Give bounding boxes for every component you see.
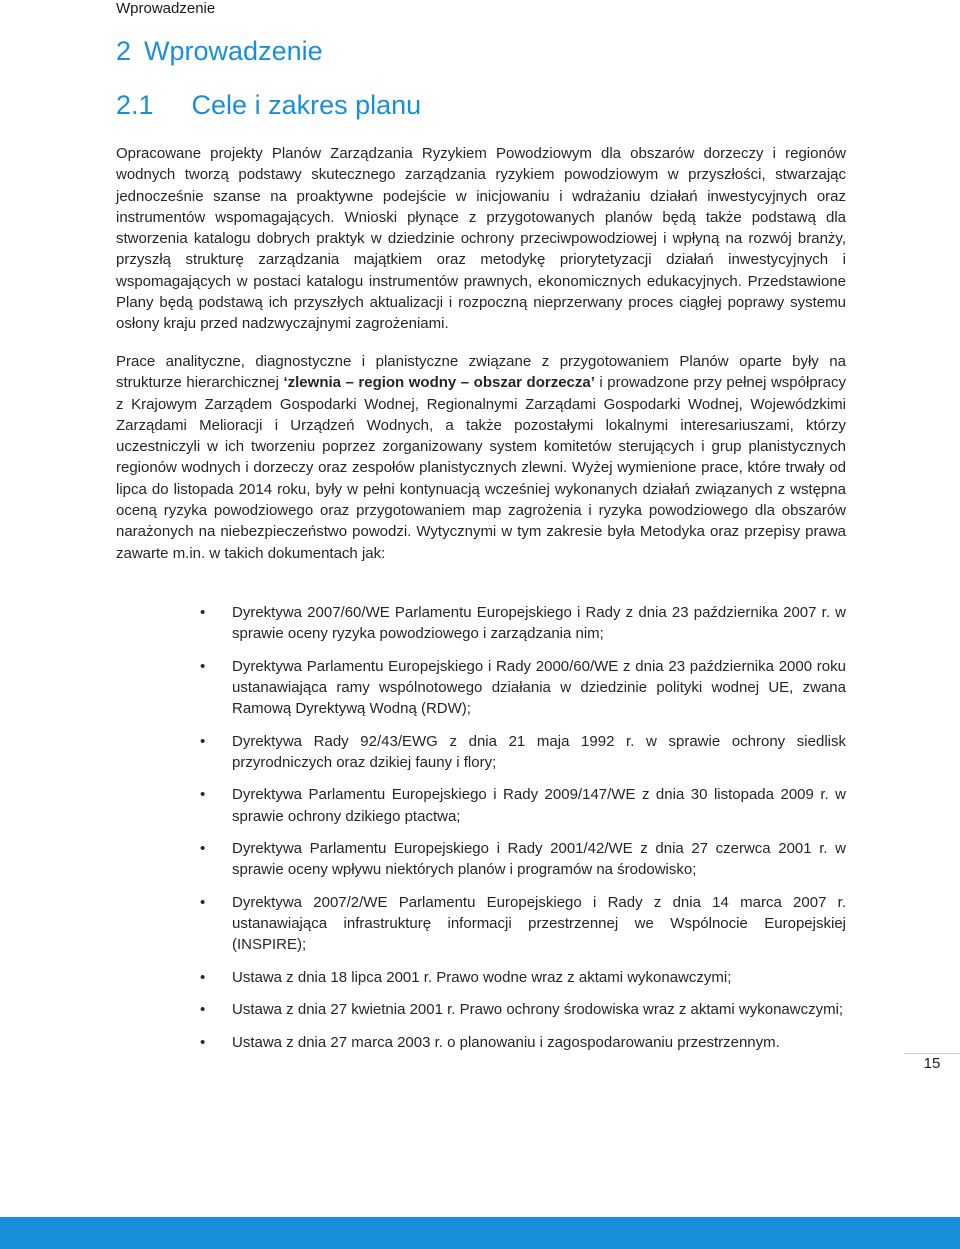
bullet-icon: • bbox=[200, 604, 206, 621]
bullet-icon: • bbox=[200, 840, 206, 858]
list-item bbox=[116, 784, 846, 827]
bullet-icon: • bbox=[200, 1033, 206, 1051]
list-item-text: Dyrektywa Parlamentu Europejskiego i Rady 2001/42/WE z dnia 27 czerwca 2001 r. w sprawie oceny wpływu niektórych planów i programów na środowisko; bbox=[232, 840, 846, 879]
intro-paragraph: Opracowane projekty Planów Zarządzania Ryzykiem Powodziowym dla obszarów dorzeczy i regionów wodnych tworzą podstawy skutecznego zarządzania ryzykiem powodziowym w przyszłości, stwarzając jednocześnie szanse na proaktywne podejście w inicjowaniu i wdrażaniu działań inwestycyjnych oraz instrumentów wspomagających. Wnioski płynące z przygotowanych planów będą także podstawą dla stworzenia katalogu dobrych praktyk w dziedzinie ochrony przeciwpowodziowej i wpłyną na rozwój branży, przyszłą strukturę zarządzania majątkiem oraz metodykę priorytetyzacji działań inwestycyjnych i wspomagających w postaci katalogu instrumentów prawnych, ekonomicznych edukacyjnych. Przedstawione Plany będą podstawą ich przyszłych aktualizacji i rozpoczną nieprzerwany proces ciągłej poprawy systemu osłony kraju przed nadzwyczajnymi zagrożeniami. bbox=[116, 145, 846, 333]
bullet-icon: • bbox=[200, 786, 206, 804]
list-item-text: Dyrektywa 2007/60/WE Parlamentu Europejskiego i Rady z dnia 23 października 2007 r. w sprawie oceny ryzyka powodziowego i zarządzania nim; bbox=[232, 604, 846, 643]
footer-bar bbox=[0, 1217, 960, 1249]
list-item bbox=[116, 967, 846, 988]
list-item bbox=[116, 999, 846, 1020]
list-item-text: Dyrektywa Parlamentu Europejskiego i Rady 2000/60/WE z dnia 23 października 2000 roku ustanawiająca ramy wspólnotowego działania w dziedzinie polityki wodnej UE, zwana Ramową Dyrektywą Wodną (RDW); bbox=[232, 657, 846, 718]
list-item bbox=[116, 838, 846, 881]
list-item bbox=[116, 1032, 846, 1053]
section-title: Cele i zakres planu bbox=[191, 90, 422, 120]
section-heading bbox=[116, 87, 421, 123]
methodology-paragraph bbox=[116, 351, 846, 564]
list-item-text: Ustawa z dnia 18 lipca 2001 r. Prawo wodne wraz z aktami wykonawczymi; bbox=[232, 968, 732, 986]
chapter-title: Wprowadzenie bbox=[144, 36, 323, 66]
list-item bbox=[116, 656, 846, 720]
chapter-heading bbox=[116, 33, 323, 69]
methodology-text-end: i prowadzone przy pełnej współpracy z Krajowym Zarządem Gospodarki Wodnej, Regionalnymi Zarządami Gospodarki Wodnej, Wojewódzkimi Zarządami Melioracji i Urządzeń Wodnych, a także pozostałymi lokalnymi interesariuszami, którzy uczestniczyli w ich tworzeniu poprzez zorganizowany system komitetów sterujących i grup planistycznych regionów wodnych i dorzeczy oraz zespołów planistycznych zlewni. Wyżej wymienione prace, które trwały od lipca do listopada 2014 roku, były w pełni kontynuacją wcześniej wykonanych działań związanych z wstępna oceną ryzyka powodziowego oraz przygotowaniem map zagrożenia i ryzyka powodziowego dla obszarów narażonych na niebezpieczeństwo powodzi. Wytycznymi w tym zakresie była Metodyka oraz przepisy prawa zawarte m.in. w takich dokumentach jak: bbox=[116, 374, 846, 562]
bullet-icon: • bbox=[200, 1001, 206, 1019]
bullet-icon: • bbox=[200, 968, 206, 986]
bullet-icon: • bbox=[200, 893, 206, 911]
list-item-text: Dyrektywa 2007/2/WE Parlamentu Europejskiego i Rady z dnia 14 marca 2007 r. ustanawiająca infrastrukturę informacji przestrzennej we Wspólnocie Europejskiej (INSPIRE); bbox=[232, 893, 846, 954]
list-item bbox=[116, 892, 846, 956]
bullet-icon: • bbox=[200, 732, 206, 750]
legal-documents-list bbox=[116, 602, 846, 1064]
bullet-icon: • bbox=[200, 657, 206, 675]
list-item-text: Dyrektywa Parlamentu Europejskiego i Rady 2009/147/WE z dnia 30 listopada 2009 r. w sprawie ochrony dzikiego ptactwa; bbox=[232, 786, 846, 825]
list-item bbox=[116, 602, 846, 645]
section-number: 2.1 bbox=[116, 90, 154, 120]
chapter-number: 2 bbox=[116, 36, 132, 66]
list-item-text: Ustawa z dnia 27 kwietnia 2001 r. Prawo ochrony środowiska wraz z aktami wykonawczymi; bbox=[232, 1001, 844, 1019]
running-header: Wprowadzenie bbox=[116, 0, 216, 17]
list-item-text: Ustawa z dnia 27 marca 2003 r. o planowaniu i zagospodarowaniu przestrzennym. bbox=[232, 1033, 780, 1051]
page-number: 15 bbox=[904, 1053, 960, 1073]
list-item bbox=[116, 731, 846, 774]
list-item-text: Dyrektywa Rady 92/43/EWG z dnia 21 maja 1992 r. w sprawie ochrony siedlisk przyrodniczych oraz dzikiej fauny i flory; bbox=[232, 732, 846, 771]
hierarchy-emphasis: ‘zlewnia – region wodny – obszar dorzecza’ bbox=[283, 374, 595, 392]
methodology-text-start: Prace analityczne, diagnostyczne i planistyczne związane z przygotowaniem Planów oparte były na strukturze hierarchicznej bbox=[116, 353, 846, 392]
